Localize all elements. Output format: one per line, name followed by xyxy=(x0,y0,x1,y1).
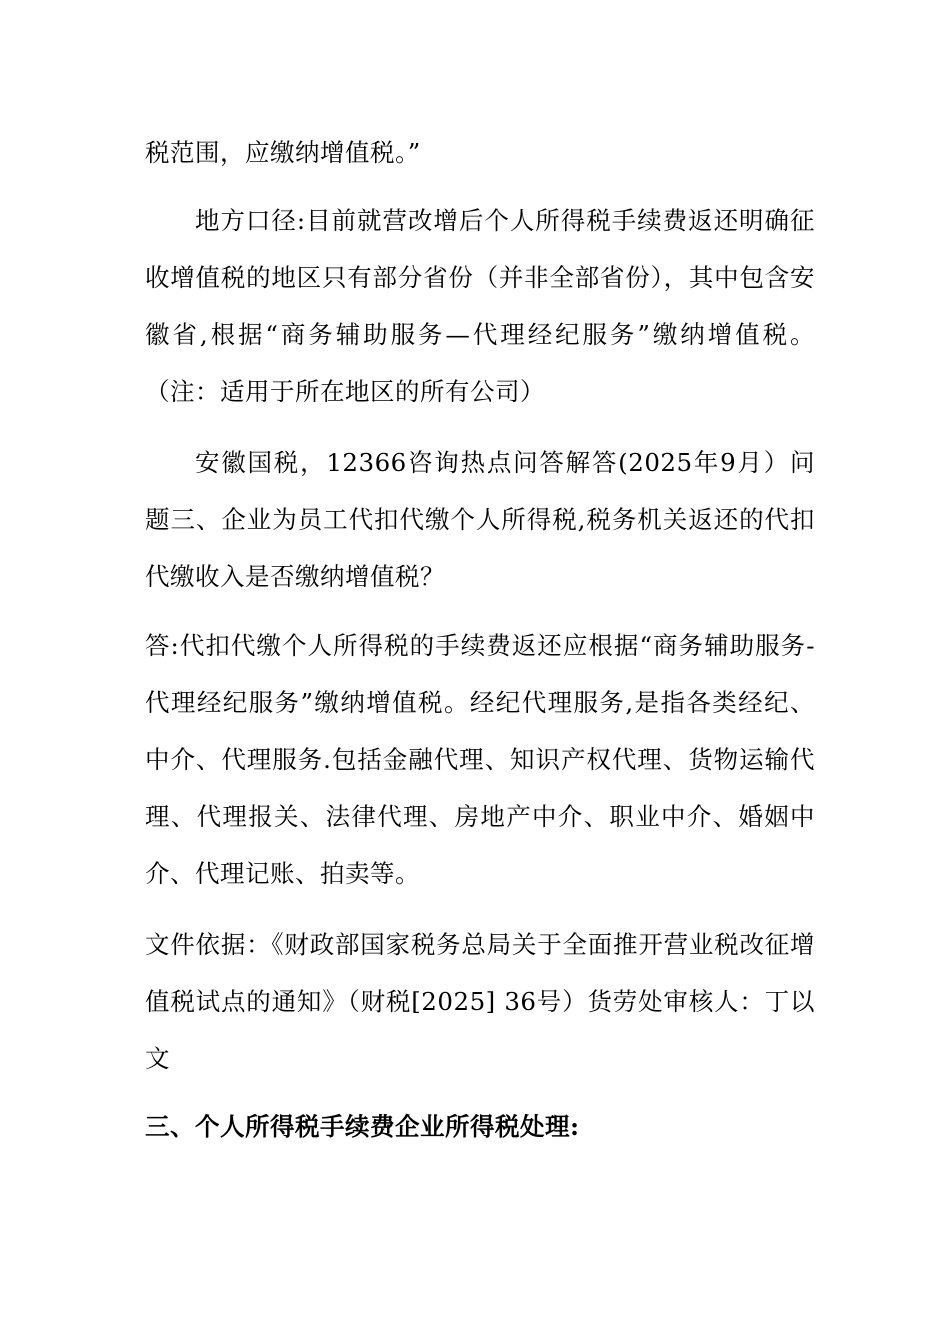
paragraph-continuation: 税范围，应缴纳增值税。” xyxy=(145,138,421,167)
paragraph-answer: 答:代扣代缴个人所得税的手续费返还应根据“商务辅助服务-代理经纪服务”缴纳增值税。经纪代理服务,是指各类经纪、中介、代理服务.包括金融代理、知识产权代理、货物运输代理、代理报关、法律代理、房地产中介、职业中介、婚姻中介、代理记账、拍卖等。 xyxy=(145,631,815,888)
paragraph-document-basis: 文件依据：《财政部国家税务总局关于全面推开营业税改征增值税试点的通知》（财税[2025] 36号）货劳处审核人：丁以文 xyxy=(145,930,815,1073)
section-heading: 三、个人所得税手续费企业所得税处理: xyxy=(145,1112,580,1141)
paragraph-local-policy: 地方口径:目前就营改增后个人所得税手续费返还明确征收增值税的地区只有部分省份（并非全部省份），其中包含安徽省,根据“商务辅助服务—代理经纪服务”缴纳增值税。（注：适用于所在地区的所有公司） xyxy=(145,206,815,406)
paragraph-anhui-tax-qa: 安徽国税，12366咨询热点问答解答(2025年9月）问题三、企业为员工代扣代缴个人所得税,税务机关返还的代扣代缴收入是否缴纳增值税？ xyxy=(145,448,815,591)
